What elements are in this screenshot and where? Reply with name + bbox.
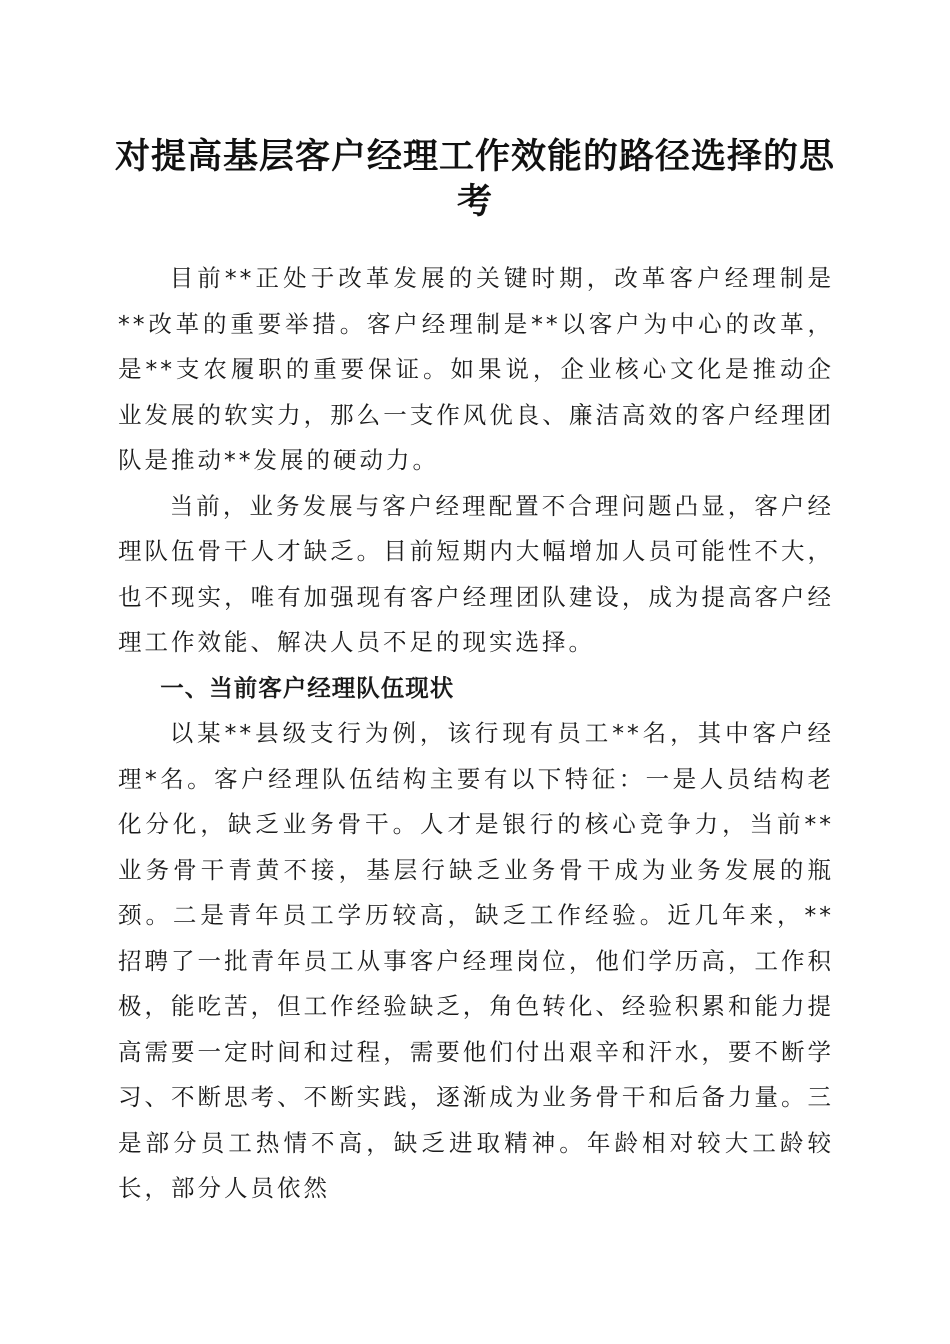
intro-paragraph-2: 当前，业务发展与客户经理配置不合理问题凸显，客户经理队伍骨干人才缺乏。目前短期内大幅增加人员可能性不大，也不现实，唯有加强现有客户经理团队建设，成为提高客户经理工作效能、解决人员不足的现实选择。	[118, 491, 834, 656]
intro-paragraph-1: 目前**正处于改革发展的关键时期，改革客户经理制是**改革的重要举措。客户经理制是**以客户为中心的改革，是**支农履职的重要保证。如果说，企业核心文化是推动企业发展的软实力，那么一支作风优良、廉洁高效的客户经理团队是推动**发展的硬动力。	[118, 264, 834, 474]
section-heading: 一、当前客户经理队伍现状	[160, 673, 455, 702]
document-title: 对提高基层客户经理工作效能的路径选择的思考	[114, 136, 835, 222]
document-body	[118, 256, 834, 1212]
section-paragraph: 以某**县级支行为例，该行现有员工**名，其中客户经理*名。客户经理队伍结构主要有以下特征：一是人员结构老化分化，缺乏业务骨干。人才是银行的核心竞争力，当前**业务骨干青黄不接，基层行缺乏业务骨干成为业务发展的瓶颈。二是青年员工学历较高，缺乏工作经验。近几年来，**招聘了一批青年员工从事客户经理岗位，他们学历高，工作积极，能吃苦，但工作经验缺乏，角色转化、经验积累和能力提高需要一定时间和过程，需要他们付出艰辛和汗水，要不断学习、不断思考、不断实践，逐渐成为业务骨干和后备力量。三是部分员工热情不高，缺乏进取精神。年龄相对较大工龄较长，部分人员依然	[118, 719, 834, 1202]
